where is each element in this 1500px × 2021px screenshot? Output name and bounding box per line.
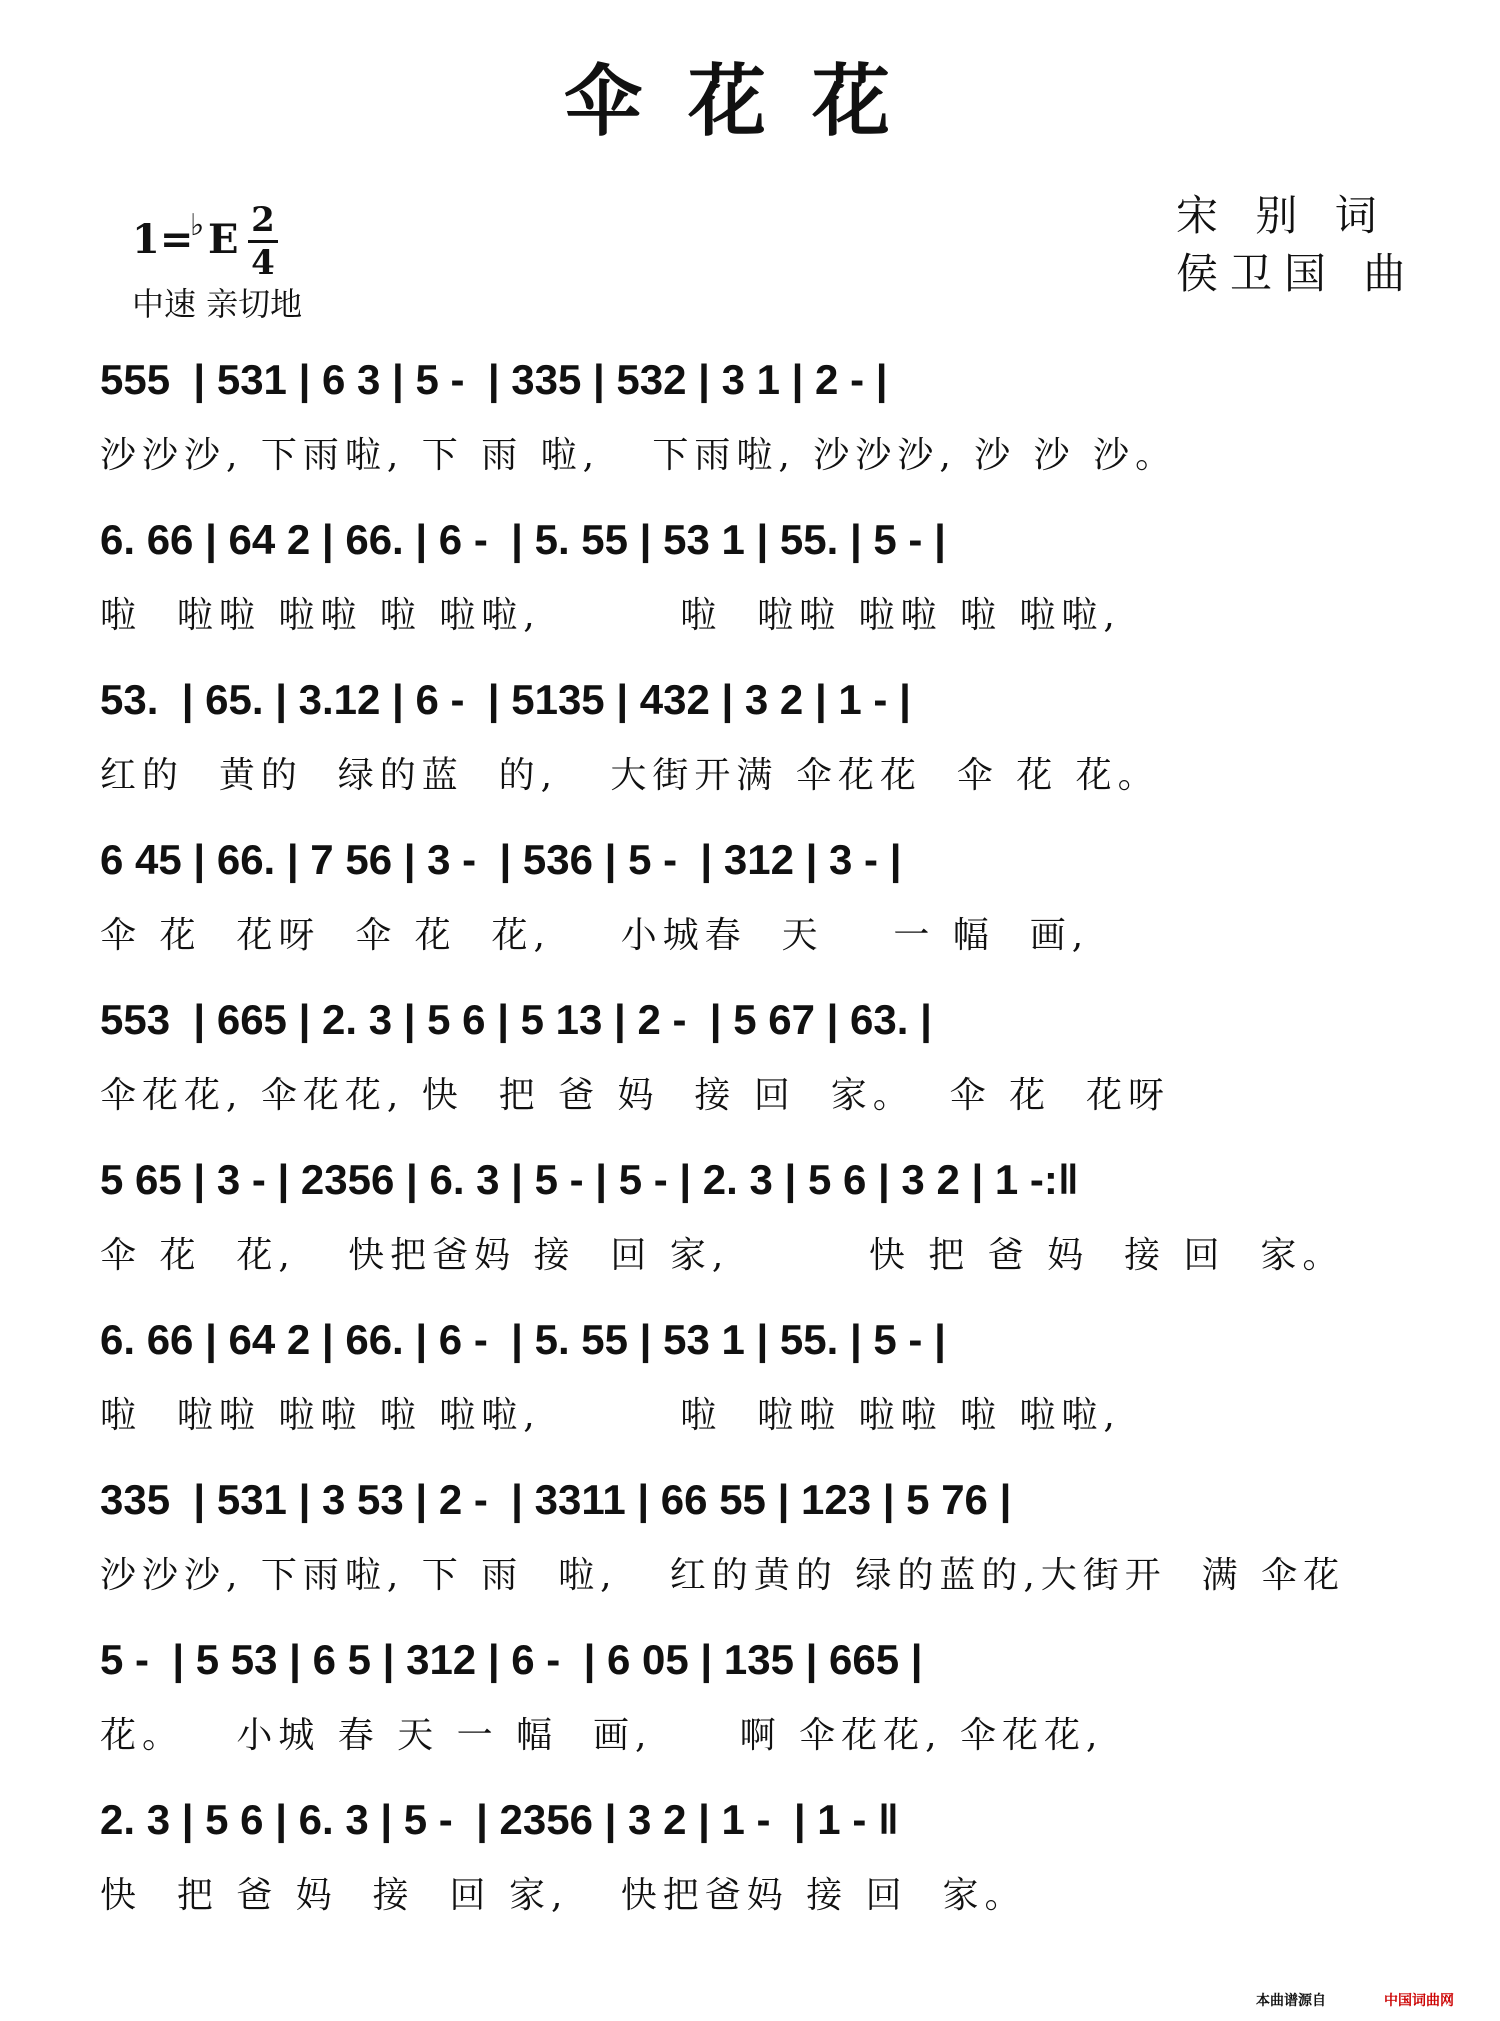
staff-4	[100, 820, 1420, 980]
staff-notes: 6 45 | 66. | 7 56 | 3 - | 536 | 5 - | 312 | 3 - |	[100, 836, 902, 883]
staff-notes: 53. | 65. | 3.12 | 6 - | 5135 | 432 | 3 2 | 1 - |	[100, 676, 911, 723]
staff-lyrics: 快 把 爸 妈 接 回 家, 快把爸妈 接 回 家。	[100, 1875, 1027, 1916]
flat-sign: ♭	[190, 208, 205, 243]
staff-lyrics: 伞 花 花呀 伞 花 花, 小城春 天 一 幅 画,	[100, 915, 1090, 956]
staff-lyrics: 伞花花, 伞花花, 快 把 爸 妈 接 回 家。 伞 花 花呀	[100, 1075, 1170, 1116]
song-title: 伞花花	[563, 56, 936, 147]
staff-notes: 6. 66 | 64 2 | 66. | 6 - | 5. 55 | 53 1 | 55. | 5 - |	[100, 516, 946, 563]
footer-site-link[interactable]: 中国词曲网	[1384, 1993, 1454, 2009]
composer-credit: 侯卫国 曲	[1176, 249, 1418, 298]
staff-lyrics: 花。 小城 春 天 一 幅 画, 啊 伞花花, 伞花花,	[100, 1715, 1104, 1756]
staff-6	[100, 1140, 1420, 1300]
key-note: E	[208, 216, 239, 263]
staff-lyrics: 伞 花 花, 快把爸妈 接 回 家, 快 把 爸 妈 接 回 家。	[100, 1235, 1345, 1276]
staff-notes: 2. 3 | 5 6 | 6. 3 | 5 - | 2356 | 3 2 | 1 - | 1 - ‖	[100, 1796, 899, 1843]
staff-lyrics: 红的 黄的 绿的蓝 的, 大街开满 伞花花 伞 花 花。	[100, 755, 1160, 796]
staff-5	[100, 980, 1420, 1140]
staff-lyrics: 沙沙沙, 下雨啦, 下 雨 啦, 红的黄的 绿的蓝的,大街开 满 伞花	[100, 1555, 1346, 1596]
staff-10	[100, 1780, 1420, 1940]
lyricist-credit: 宋 别 词	[1176, 191, 1389, 240]
key-prefix: 1=	[132, 216, 194, 263]
time-signature-numerator: 2	[251, 200, 275, 240]
staff-notes: 553 | 665 | 2. 3 | 5 6 | 5 13 | 2 - | 5 67 | 63. |	[100, 996, 932, 1043]
staff-notes: 5 - | 5 53 | 6 5 | 312 | 6 - | 6 05 | 135 | 665 |	[100, 1636, 923, 1683]
staff-lyrics: 啦 啦啦 啦啦 啦 啦啦, 啦 啦啦 啦啦 啦 啦啦,	[100, 1395, 1121, 1436]
staff-3	[100, 660, 1420, 820]
time-signature-denominator: 4	[251, 243, 275, 283]
staff-notes: 6. 66 | 64 2 | 66. | 6 - | 5. 55 | 53 1 | 55. | 5 - |	[100, 1316, 946, 1363]
staff-2	[100, 500, 1420, 660]
staff-notes: 335 | 531 | 3 53 | 2 - | 3311 | 66 55 | 123 | 5 76 |	[100, 1476, 1012, 1523]
footer-source-text: 本曲谱源自	[1256, 1993, 1326, 2009]
staff-notes: 5 65 | 3 - | 2356 | 6. 3 | 5 - | 5 - | 2. 3 | 5 6 | 3 2 | 1 -:‖	[100, 1156, 1079, 1203]
staff-7	[100, 1300, 1420, 1460]
staff-notes: 555 | 531 | 6 3 | 5 - | 335 | 532 | 3 1 | 2 - |	[100, 356, 888, 403]
time-signature	[248, 202, 278, 281]
staff-9	[100, 1620, 1420, 1780]
staff-lyrics: 沙沙沙, 下雨啦, 下 雨 啦, 下雨啦, 沙沙沙, 沙 沙 沙。	[100, 435, 1178, 476]
tempo-marking: 中速 亲切地	[132, 285, 303, 323]
staff-1	[100, 340, 1420, 500]
staff-lyrics: 啦 啦啦 啦啦 啦 啦啦, 啦 啦啦 啦啦 啦 啦啦,	[100, 595, 1121, 636]
staff-8	[100, 1460, 1420, 1620]
